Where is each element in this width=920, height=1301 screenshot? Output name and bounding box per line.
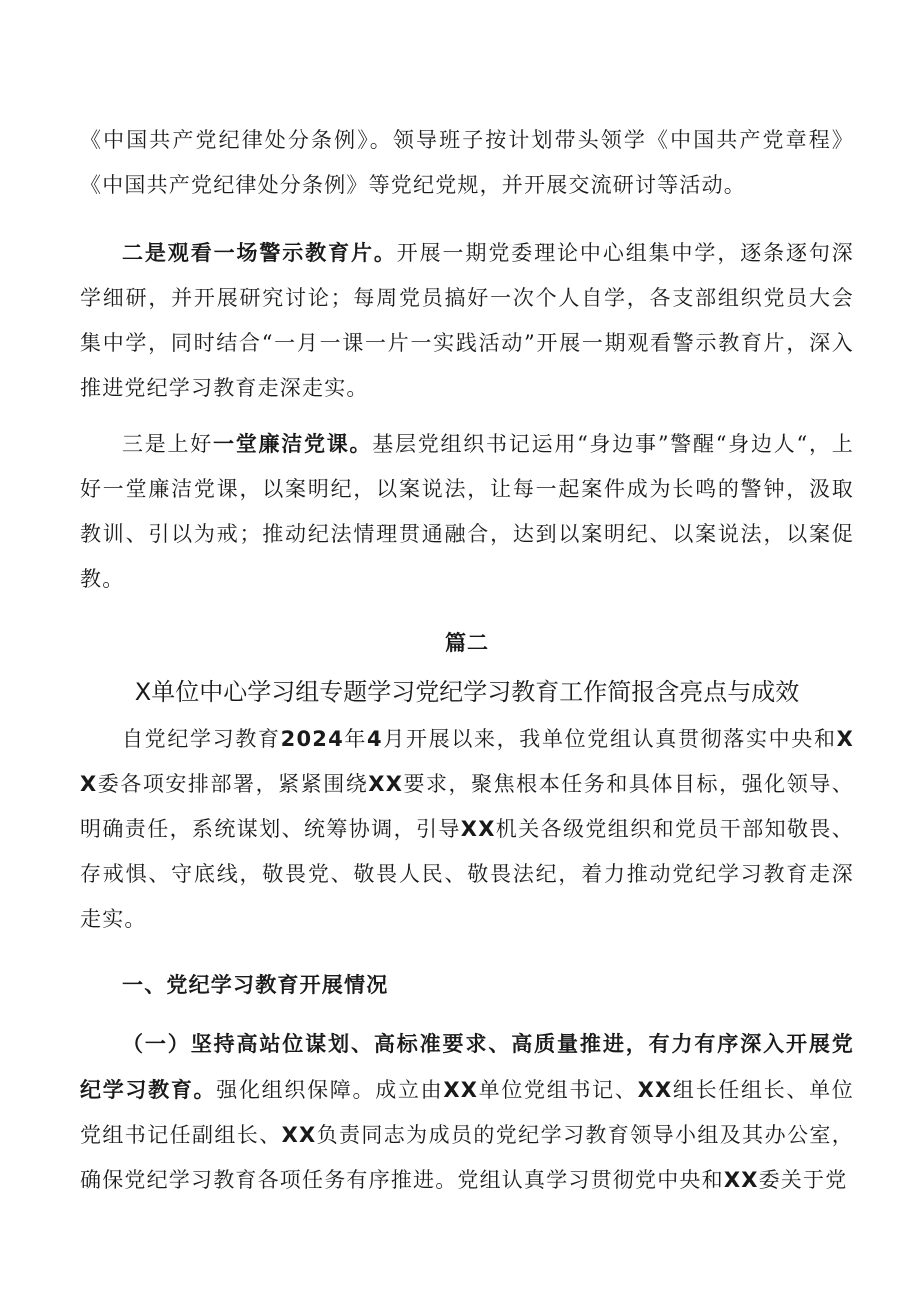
intro-text: 自党纪学习教育 bbox=[122, 727, 281, 751]
paragraph-lead: 二是观看一场警示教育片。 bbox=[122, 240, 397, 265]
paragraph-lead: 一堂廉洁党课。 bbox=[213, 431, 373, 456]
subsection-placeholder: XX bbox=[281, 1123, 317, 1147]
subsection-text: 强化组织保障。成立由 bbox=[216, 1078, 444, 1102]
intro-text: 委各项安排部署，紧紧围绕 bbox=[97, 772, 369, 796]
paragraph-regulations: 《中国共产党纪律处分条例》。领导班子按计划带头领学《中国共产党章程》《中国共产党纪律处分条例》等党纪党规，并开展交流研讨等活动。 bbox=[80, 128, 854, 197]
paragraph-warning-film bbox=[80, 230, 854, 411]
document-title: X单位中心学习组专题学习党纪学习教育工作简报含亮点与成效 bbox=[134, 678, 800, 706]
subsection-placeholder: XX bbox=[443, 1078, 479, 1102]
intro-placeholder: XX bbox=[460, 817, 496, 841]
paragraph-body: 基层党组织书记运用“身边事”警醒“身边人“，上好一堂廉洁党课，以案明纪，以案说法，让每一起案件成为长鸣的警钟，汲取教训、引以为戒；推动纪法情理贯通融合，达到以案明纪、以案说法，以案促教。 bbox=[80, 432, 854, 591]
intro-text: 月开展以来，我单位党组认真贯彻落实中央和 bbox=[382, 727, 837, 751]
intro-year: 2024 bbox=[280, 727, 344, 751]
paragraph-body: 开展一期党委理论中心组集中学，逐条逐句深学细研，并开展研究讨论；每周党员搞好一次个人自学，各支部组织党员大会集中学，同时结合“一月一课一片一实践活动”开展一期观看警示教育片，深入推进党纪学习教育走深走实。 bbox=[80, 241, 854, 400]
subsection-text: 组长任组长、单位党组书记任副组长、 bbox=[80, 1078, 855, 1147]
paragraph-prefix: 三是上好 bbox=[122, 432, 214, 456]
paragraph-intro bbox=[80, 717, 854, 942]
subsection-placeholder: XX bbox=[723, 1168, 759, 1192]
intro-placeholder: XX bbox=[80, 727, 855, 796]
intro-placeholder: XX bbox=[368, 772, 404, 796]
intro-text: 年 bbox=[343, 727, 368, 751]
subsection-lead: （一）坚持高站位谋划、高标准要求、高质量推进，有力有序深入开展党纪学习教育。 bbox=[80, 1031, 854, 1102]
intro-month: 4 bbox=[367, 727, 383, 751]
subsection-text: 单位党组书记、 bbox=[478, 1078, 638, 1102]
intro-text: 要求，聚焦根本任务和具体目标，强化领导、明确责任，系统谋划、统筹协调，引导 bbox=[80, 772, 854, 841]
paragraph-subsection-1 bbox=[80, 1021, 854, 1203]
subsection-text: 委关于党 bbox=[758, 1168, 848, 1192]
paragraph-integrity-lesson bbox=[80, 421, 854, 602]
subsection-placeholder: XX bbox=[637, 1078, 673, 1102]
section-title: 篇二 bbox=[445, 630, 489, 655]
intro-text: 机关各级党组织和党员干部知敬畏、存戒惧、守底线，敬畏党、敬畏人民、敬畏法纪，着力推动党纪学习教育走深走实。 bbox=[80, 817, 854, 931]
subsection-text: 负责同志为成员的党纪学习教育领导小组及其办公室，确保党纪学习教育各项任务有序推进。党组认真学习贯彻党中央和 bbox=[80, 1123, 854, 1192]
heading-level-1: 一、党纪学习教育开展情况 bbox=[122, 972, 389, 997]
